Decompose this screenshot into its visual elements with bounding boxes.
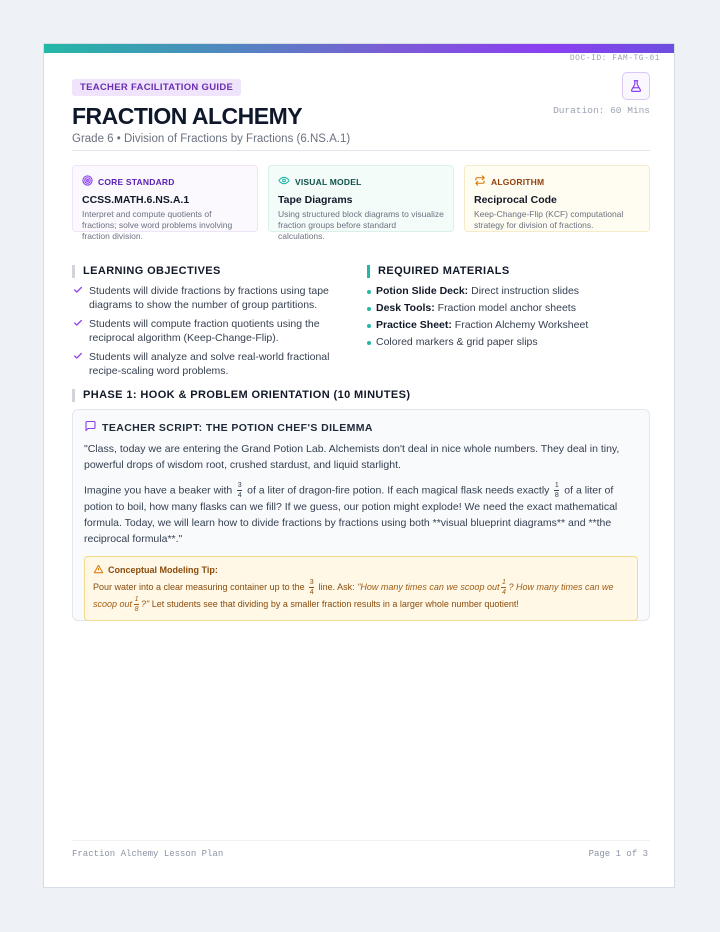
card-name: Reciprocal Code	[474, 194, 557, 206]
header	[72, 77, 650, 145]
card-label: CORE STANDARD	[98, 176, 175, 187]
list-item: Students will analyze and solve real-world fractional recipe-scaling word problems.	[72, 350, 342, 378]
fraction: $\frac{3}{4}$	[237, 482, 242, 499]
section-title: PHASE 1: HOOK & PROBLEM ORIENTATION (10 MINUTES)	[72, 389, 650, 402]
document-page	[43, 43, 675, 888]
modeling-tip	[84, 556, 638, 621]
card-core-standard	[72, 165, 258, 241]
footer-title: Fraction Alchemy Lesson Plan	[72, 849, 224, 859]
list-item: Students will divide fractions by fractions using tape diagrams to show the number of group partitions.	[72, 284, 342, 312]
fraction: $\frac{1}{8}$	[554, 482, 559, 499]
list-item: Colored markers & grid paper slips	[367, 335, 650, 349]
gradient-top-bar	[44, 44, 674, 53]
swap-icon	[474, 175, 486, 188]
card-name: CCSS.MATH.6.NS.A.1	[82, 194, 190, 206]
required-materials	[367, 265, 650, 352]
phase-heading	[72, 389, 650, 402]
list-item: Practice Sheet: Fraction Alchemy Worksheet	[367, 318, 650, 332]
summary-cards	[72, 165, 650, 241]
doc-id: DOC-ID: FAM-TG-01	[569, 54, 660, 63]
target-icon	[82, 175, 93, 188]
eye-icon	[278, 175, 290, 188]
check-icon	[73, 285, 83, 299]
card-visual-model	[268, 165, 454, 241]
fraction: $\frac{3}{4}$	[309, 579, 314, 596]
flask-icon	[622, 72, 650, 100]
list-item: Desk Tools: Fraction model anchor sheets	[367, 301, 650, 315]
script-title: TEACHER SCRIPT: THE POTION CHEF'S DILEMMA	[102, 421, 373, 434]
card-label: ALGORITHM	[491, 176, 545, 187]
check-icon	[73, 351, 83, 365]
script-paragraph: "Class, today we are entering the Grand Potion Lab. Alchemists don't deal in nice whole numbers. They deal in tiny, powerful drops of wisdom root, crushed stardust, and liquid starlight.	[84, 443, 620, 471]
duration: Duration: 60 Mins	[553, 105, 650, 116]
card-desc: Keep-Change-Flip (KCF) computational strategy for division of fractions.	[474, 209, 624, 230]
header-divider	[72, 150, 650, 151]
guide-badge: TEACHER FACILITATION GUIDE	[72, 79, 241, 96]
chat-icon	[84, 420, 97, 435]
check-icon	[73, 318, 83, 332]
fraction: $\frac{1}{8}$	[134, 596, 139, 613]
page-subtitle: Grade 6 • Division of Fractions by Fractions (6.NS.A.1)	[72, 133, 351, 145]
footer-divider	[72, 840, 650, 841]
card-label: VISUAL MODEL	[295, 176, 362, 187]
section-title: REQUIRED MATERIALS	[367, 265, 650, 278]
page-title: FRACTION ALCHEMY	[72, 103, 303, 129]
card-desc: Using structured block diagrams to visualize fraction groups before standard calculations.	[278, 209, 444, 241]
list-item: Potion Slide Deck: Direct instruction slides	[367, 284, 650, 298]
tip-title: Conceptual Modeling Tip:	[108, 565, 218, 575]
page-number: Page 1 of 3	[588, 849, 648, 859]
section-title: LEARNING OBJECTIVES	[72, 265, 342, 278]
warning-icon	[93, 564, 104, 576]
teacher-script-box	[72, 409, 650, 621]
learning-objectives	[72, 265, 342, 383]
fraction: $\frac{1}{4}$	[502, 579, 506, 596]
card-algorithm	[464, 165, 650, 232]
card-name: Tape Diagrams	[278, 194, 353, 206]
card-desc: Interpret and compute quotients of fractions; solve word problems involving fraction division.	[82, 209, 233, 241]
tip-text: Pour water into a clear measuring container up to the $\frac{3}{4}$ line. Ask: "How many times can we scoop out $\frac{1}{4}$ ? How many times can we scoop out $\frac{1}{8}$ ?" Let students see that dividing by a smaller fraction results in a larger whole number quotient!	[93, 579, 614, 613]
list-item: Students will compute fraction quotients using the reciprocal algorithm (Keep-Change-Flip).	[72, 317, 342, 345]
script-paragraph: Imagine you have a beaker with $\frac{3}{4}$ of a liter of dragon-fire potion. If each magical flask needs exactly $\frac{1}{8}$ of a liter of potion to boil, how many flasks can we fill? If we guess, our potion might explode! We need the exact mathematical formula. Today, we will learn how to divide fractions by fractions using both **visual blueprint diagrams** and **the reciprocal formula**."	[84, 482, 618, 545]
